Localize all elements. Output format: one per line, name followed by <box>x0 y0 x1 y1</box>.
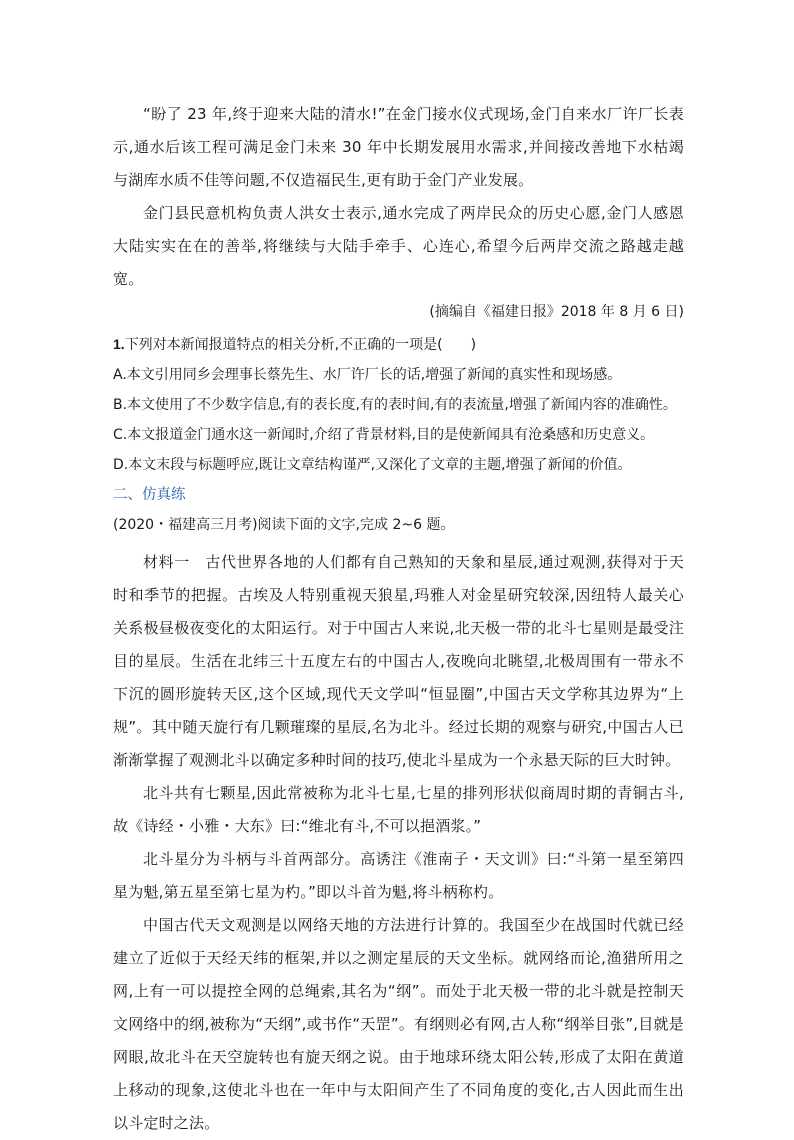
material-paragraph: 材料一 古代世界各地的人们都有自己熟知的天象和星辰,通过观测,获得对于天时和季节的把握。古埃及人特别重视天狼星,玛雅人对金星研究较深,因纽特人最关心关系极昼极夜变化的太阳运行。对于中国古人来说,北天极一带的北斗七星则是最受注目的星辰。生活在北纬三十五度左右的中国古人,夜晚向北眺望,北极周围有一带永不下沉的圆形旋转天区,这个区域,现代天文学叫“恒显圈”,中国古天文学称其边界为“上规”。其中随天旋行有几颗璀璨的星辰,名为北斗。经过长期的观察与研究,中国古人已渐渐掌握了观测北斗以确定多种时间的技巧,使北斗星成为一个永悬天际的巨大时钟。 <box>113 553 684 769</box>
article-paragraph: “盼了 23 年,终于迎来大陆的清水!”在金门接水仪式现场,金门自来水厂许厂长表示,通水后该工程可满足金门未来 30 年中长期发展用水需求,并间接改善地下水枯竭与湖库水质不佳等问题,不仅造福民生,更有助于金门产业发展。 <box>113 105 684 189</box>
section-heading: 二、仿真练 <box>113 487 186 503</box>
option-d: D.本文末段与标题呼应,既让文章结构谨严,又深化了文章的主题,增强了新闻的价值。 <box>113 457 632 473</box>
option-b: B.本文使用了不少数字信息,有的表长度,有的表时间,有的表流量,增强了新闻内容的准确性。 <box>113 397 677 413</box>
question-number: 1. <box>113 336 125 352</box>
task-instruction: (2020・福建高三月考)阅读下面的文字,完成 2~6 题。 <box>113 517 455 533</box>
option-a: A.本文引用同乡会理事长蔡先生、水厂许厂长的话,增强了新闻的真实性和现场感。 <box>113 367 622 383</box>
material-paragraph: 中国古代天文观测是以网络天地的方法进行计算的。我国至少在战国时代就已经建立了近似于天经天纬的框架,并以之测定星辰的天文坐标。就网络而论,渔猎所用之网,上有一可以提控全网的总绳索,其名为“纲”。而处于北天极一带的北斗就是控制天文网络中的纲,被称为“天纲”,或书作“天罡”。有纲则必有网,古人称“纲举目张”,目就是网眼,故北斗在天空旋转也有旋天纲之说。由于地球环绕太阳公转,形成了太阳在黄道上移动的现象,这使北斗也在一年中与太阳间产生了不同角度的变化,古人因此而生出以斗定时之法。 <box>113 916 684 1132</box>
option-c: C.本文报道金门通水这一新闻时,介绍了背景材料,目的是使新闻具有沧桑感和历史意义。 <box>113 427 655 443</box>
question-1-stem <box>113 329 684 360</box>
material-paragraph: 北斗共有七颗星,因此常被称为北斗七星,七星的排列形状似商周时期的青铜古斗,故《诗经・小雅・大东》曰:“维北有斗,不可以挹酒浆。” <box>113 784 684 835</box>
article-paragraph: 金门县民意机构负责人洪女士表示,通水完成了两岸民众的历史心愿,金门人感恩大陆实实在在的善举,将继续与大陆手牵手、心连心,希望今后两岸交流之路越走越宽。 <box>113 204 684 288</box>
material-paragraph: 北斗星分为斗柄与斗首两部分。高诱注《淮南子・天文训》曰:“斗第一星至第四星为魁,第五星至第七星为杓。”即以斗首为魁,将斗柄称杓。 <box>113 850 684 901</box>
article-source: (摘编自《福建日报》2018 年 8 月 6 日) <box>429 304 684 320</box>
question-text: 下列对本新闻报道特点的相关分析,不正确的一项是( ) <box>124 337 477 353</box>
